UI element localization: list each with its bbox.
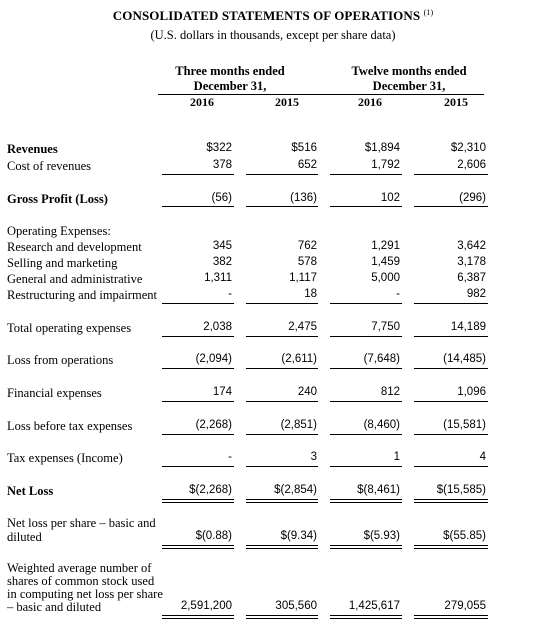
cell-cost-1: 378: [212, 159, 232, 171]
cell-net-loss-1: $(2,268): [189, 484, 232, 496]
cell-financial-1: 174: [212, 386, 232, 398]
row-label-net-loss-per-share-line1: Net loss per share – basic and: [7, 516, 156, 530]
cell-tax-1: -: [228, 451, 232, 463]
cell-general-3: 5,000: [371, 272, 400, 284]
underline-financial-1: [162, 401, 234, 402]
row-label-general-admin: General and administrative: [7, 272, 143, 286]
underline-loss-before-tax-3: [330, 434, 402, 435]
double-underline-weighted-3: [330, 615, 402, 619]
underline-gross-1: [162, 206, 234, 207]
double-underline-eps-3: [330, 545, 402, 549]
cell-loss-before-tax-4: (15,581): [443, 419, 486, 431]
year-col-3: 2016: [358, 95, 382, 109]
cell-research-4: 3,642: [457, 240, 486, 252]
cell-loss-before-tax-1: (2,268): [195, 419, 232, 431]
row-label-net-loss-per-share-line2: diluted: [7, 530, 42, 544]
underline-loss-before-tax-1: [162, 434, 234, 435]
cell-weighted-3: 1,425,617: [348, 600, 400, 612]
underline-loss-ops-2: [246, 368, 318, 369]
double-underline-weighted-1: [162, 615, 234, 619]
statement-title-text: CONSOLIDATED STATEMENTS OF OPERATIONS: [112, 8, 421, 23]
row-label-cost-of-revenues: Cost of revenues: [7, 159, 92, 173]
double-underline-net-loss-2: [246, 499, 318, 503]
row-label-operating-expenses: Operating Expenses:: [7, 224, 111, 238]
cell-selling-1: 382: [212, 256, 232, 268]
underline-financial-2: [246, 401, 318, 402]
cell-net-loss-2: $(2,854): [274, 484, 317, 496]
cell-cost-4: 2,606: [457, 159, 486, 171]
row-label-research: Research and development: [7, 240, 142, 254]
cell-weighted-4: 279,055: [444, 600, 486, 612]
cell-restructuring-4: 982: [466, 288, 486, 300]
cell-selling-3: 1,459: [371, 256, 400, 268]
cell-restructuring-2: 18: [304, 288, 317, 300]
cell-eps-2: $(9.34): [280, 530, 317, 542]
cell-cost-3: 1,792: [371, 159, 400, 171]
cell-general-1: 1,311: [204, 272, 232, 284]
title-footnote-marker: (1): [423, 8, 434, 17]
cell-cost-2: 652: [297, 159, 317, 171]
row-label-financial-expenses: Financial expenses: [7, 386, 102, 400]
cell-selling-4: 3,178: [457, 256, 486, 268]
underline-cost-2: [246, 174, 318, 175]
cell-tax-4: 4: [479, 451, 486, 463]
row-label-weighted-average-line1: Weighted average number of: [7, 561, 152, 575]
cell-general-4: 6,387: [457, 272, 486, 284]
underline-financial-4: [414, 401, 488, 402]
row-label-weighted-average-line4: – basic and diluted: [7, 600, 102, 614]
row-label-weighted-average-line3: in computing net loss per share: [7, 587, 163, 601]
cell-revenues-1: $322: [206, 142, 232, 154]
cell-total-op-1: 2,038: [203, 321, 232, 333]
row-label-weighted-average-line2: shares of common stock used: [7, 574, 155, 588]
cell-gross-4: (296): [459, 192, 486, 204]
double-underline-eps-4: [414, 545, 488, 549]
cell-financial-4: 1,096: [457, 386, 486, 398]
cell-revenues-2: $516: [291, 142, 317, 154]
underline-restructuring-4: [414, 303, 488, 304]
cell-financial-2: 240: [297, 386, 317, 398]
cell-loss-ops-4: (14,485): [443, 353, 486, 365]
row-label-restructuring: Restructuring and impairment: [7, 288, 157, 302]
underline-restructuring-1: [162, 303, 234, 304]
row-label-gross-profit: Gross Profit (Loss): [7, 192, 108, 206]
row-label-tax-expenses: Tax expenses (Income): [7, 451, 123, 465]
underline-total-op-3: [330, 336, 402, 337]
cell-net-loss-4: $(15,585): [436, 484, 486, 496]
cell-tax-3: 1: [393, 451, 400, 463]
underline-loss-before-tax-4: [414, 434, 488, 435]
header-three-months-date: December 31,: [193, 79, 267, 93]
underline-tax-3: [330, 466, 402, 467]
year-col-4: 2015: [444, 95, 468, 109]
double-underline-eps-2: [246, 545, 318, 549]
underline-tax-2: [246, 466, 318, 467]
double-underline-weighted-2: [246, 615, 318, 619]
double-underline-net-loss-3: [330, 499, 402, 503]
underline-cost-3: [330, 174, 402, 175]
cell-restructuring-3: -: [396, 288, 400, 300]
cell-gross-3: 102: [380, 192, 400, 204]
cell-eps-3: $(5.93): [363, 530, 400, 542]
double-underline-eps-1: [162, 545, 234, 549]
underline-loss-ops-3: [330, 368, 402, 369]
underline-loss-ops-4: [414, 368, 488, 369]
cell-weighted-2: 305,560: [275, 600, 317, 612]
cell-total-op-4: 14,189: [450, 321, 486, 333]
cell-net-loss-3: $(8,461): [357, 484, 400, 496]
underline-restructuring-3: [330, 303, 402, 304]
double-underline-weighted-4: [414, 615, 488, 619]
underline-restructuring-2: [246, 303, 318, 304]
cell-tax-2: 3: [310, 451, 317, 463]
underline-total-op-2: [246, 336, 318, 337]
row-label-loss-from-operations: Loss from operations: [7, 353, 114, 367]
cell-selling-2: 578: [297, 256, 317, 268]
cell-loss-ops-2: (2,611): [281, 353, 317, 365]
cell-financial-3: 812: [380, 386, 400, 398]
row-label-revenues: Revenues: [7, 142, 58, 156]
underline-loss-ops-1: [162, 368, 234, 369]
row-label-total-operating: Total operating expenses: [7, 321, 132, 335]
header-three-months: Three months ended: [175, 64, 285, 78]
cell-eps-4: $(55.85): [443, 530, 486, 542]
cell-total-op-2: 2,475: [288, 321, 317, 333]
cell-research-1: 345: [212, 240, 232, 252]
cell-general-2: 1,117: [289, 272, 317, 284]
cell-research-2: 762: [297, 240, 317, 252]
year-col-1: 2016: [190, 95, 214, 109]
cell-gross-2: (136): [290, 192, 317, 204]
underline-loss-before-tax-2: [246, 434, 318, 435]
cell-loss-before-tax-3: (8,460): [363, 419, 400, 431]
header-twelve-months-date: December 31,: [372, 79, 446, 93]
underline-gross-2: [246, 206, 318, 207]
underline-total-op-1: [162, 336, 234, 337]
statement-title: [0, 8, 546, 24]
row-label-net-loss: Net Loss: [7, 484, 54, 498]
underline-total-op-4: [414, 336, 488, 337]
underline-cost-1: [162, 174, 234, 175]
cell-revenues-4: $2,310: [450, 142, 486, 154]
cell-loss-before-tax-2: (2,851): [280, 419, 317, 431]
double-underline-net-loss-1: [162, 499, 234, 503]
underline-financial-3: [330, 401, 402, 402]
cell-loss-ops-1: (2,094): [195, 353, 232, 365]
cell-loss-ops-3: (7,648): [363, 353, 400, 365]
cell-restructuring-1: -: [228, 288, 232, 300]
row-label-loss-before-tax: Loss before tax expenses: [7, 419, 133, 433]
cell-research-3: 1,291: [371, 240, 400, 252]
underline-cost-4: [414, 174, 488, 175]
underline-gross-3: [330, 206, 402, 207]
cell-gross-1: (56): [211, 192, 232, 204]
underline-tax-1: [162, 466, 234, 467]
year-col-2: 2015: [275, 95, 299, 109]
header-twelve-months: Twelve months ended: [351, 64, 467, 78]
row-label-selling: Selling and marketing: [7, 256, 118, 270]
underline-tax-4: [414, 466, 488, 467]
underline-gross-4: [414, 206, 488, 207]
cell-total-op-3: 7,750: [371, 321, 400, 333]
statement-subtitle: (U.S. dollars in thousands, except per share data): [150, 28, 396, 42]
cell-eps-1: $(0.88): [195, 530, 232, 542]
double-underline-net-loss-4: [414, 499, 488, 503]
cell-weighted-1: 2,591,200: [180, 600, 232, 612]
cell-revenues-3: $1,894: [364, 142, 400, 154]
